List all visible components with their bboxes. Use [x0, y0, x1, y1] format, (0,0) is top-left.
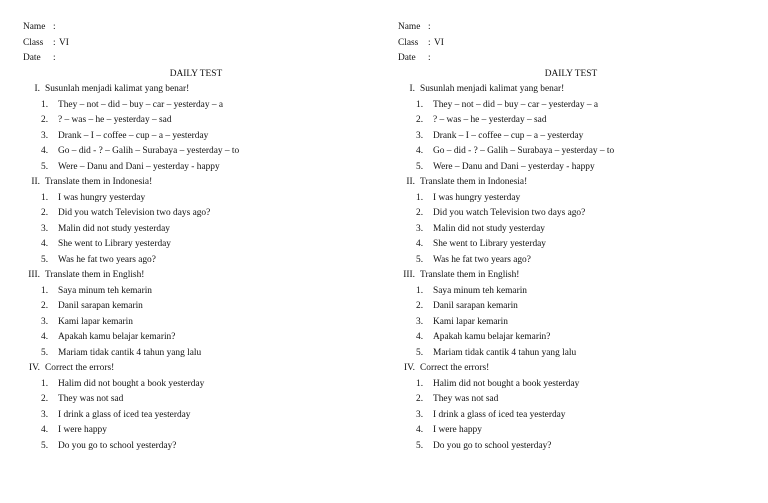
question-text: Do you go to school yesterday? — [433, 440, 552, 451]
question-item — [23, 98, 383, 114]
question-item — [23, 237, 383, 253]
header-separator: : — [428, 37, 431, 48]
question-number: 2. — [41, 208, 49, 218]
sections-list — [23, 82, 383, 454]
header-value: VI — [59, 37, 69, 48]
question-text: Malin did not study yesterday — [58, 223, 170, 234]
question-item — [398, 392, 758, 408]
question-item — [398, 439, 758, 455]
question-text: Malin did not study yesterday — [433, 223, 545, 234]
question-text: Kami lapar kemarin — [58, 316, 133, 327]
section-heading — [398, 361, 758, 377]
question-item — [23, 408, 383, 424]
question-number: 2. — [416, 115, 424, 125]
header-label: Name — [23, 22, 46, 32]
question-item — [398, 98, 758, 114]
question-text: Apakah kamu belajar kemarin? — [58, 332, 176, 342]
question-number: 4. — [416, 146, 424, 156]
question-number: 1. — [41, 99, 49, 110]
question-item — [398, 144, 758, 160]
question-number: 5. — [416, 254, 424, 265]
question-text: ? – was – he – yesterday – sad — [433, 115, 547, 125]
header-label: Date — [23, 53, 41, 63]
header-row-class — [398, 36, 758, 52]
section-heading — [398, 268, 758, 284]
question-text: I drink a glass of iced tea yesterday — [433, 409, 566, 420]
question-number: 1. — [416, 99, 424, 110]
page-title: DAILY TEST — [169, 68, 223, 79]
section-heading — [398, 175, 758, 191]
question-item — [398, 377, 758, 393]
section-instruction: Correct the errors! — [45, 363, 115, 373]
section-heading — [23, 361, 383, 377]
question-item — [23, 113, 383, 129]
question-text: Halim did not bought a book yesterday — [58, 378, 205, 389]
question-item — [23, 299, 383, 315]
question-text: I were happy — [58, 425, 107, 435]
question-item — [398, 222, 758, 238]
question-text: I was hungry yesterday — [58, 192, 146, 203]
question-number: 4. — [416, 332, 424, 342]
question-item — [398, 284, 758, 300]
question-item — [398, 299, 758, 315]
question-text: Did you watch Television two days ago? — [58, 208, 211, 218]
question-number: 5. — [416, 161, 424, 172]
section-number: I. — [34, 84, 40, 94]
question-number: 5. — [41, 440, 49, 451]
question-number: 4. — [41, 332, 49, 342]
question-item — [23, 346, 383, 362]
question-text: Apakah kamu belajar kemarin? — [433, 332, 551, 342]
question-number: 4. — [416, 239, 424, 249]
question-item — [398, 206, 758, 222]
question-number: 1. — [416, 378, 424, 389]
header-label: Class — [23, 37, 44, 48]
question-item — [398, 423, 758, 439]
question-item — [23, 284, 383, 300]
question-number: 2. — [416, 208, 424, 218]
question-text: I was hungry yesterday — [433, 192, 521, 203]
question-item — [23, 129, 383, 145]
question-item — [398, 129, 758, 145]
question-number: 3. — [41, 409, 49, 420]
header-block — [398, 20, 758, 67]
question-item — [23, 222, 383, 238]
question-number: 2. — [416, 301, 424, 311]
question-text: Go – did - ? – Galih – Surabaya – yesterday – to — [433, 146, 615, 156]
section-heading — [23, 175, 383, 191]
question-text: Were – Danu and Dani – yesterday - happy — [58, 161, 220, 172]
question-number: 5. — [416, 347, 424, 358]
question-item — [398, 237, 758, 253]
question-item — [398, 191, 758, 207]
question-number: 4. — [41, 425, 49, 435]
question-text: They – not – did – buy – car – yesterday – a — [58, 99, 224, 110]
question-number: 1. — [416, 192, 424, 203]
header-separator: : — [53, 37, 56, 48]
question-text: Saya minum teh kemarin — [433, 285, 527, 296]
question-text: Were – Danu and Dani – yesterday - happy — [433, 161, 595, 172]
question-item — [398, 408, 758, 424]
question-number: 5. — [41, 254, 49, 265]
worksheet-left — [23, 20, 383, 454]
question-item — [23, 423, 383, 439]
question-number: 2. — [41, 115, 49, 125]
worksheet-right — [398, 20, 758, 454]
question-text: She went to Library yesterday — [58, 239, 171, 249]
question-item — [398, 253, 758, 269]
question-number: 3. — [416, 316, 424, 327]
question-text: I drink a glass of iced tea yesterday — [58, 409, 191, 420]
question-text: They – not – did – buy – car – yesterday – a — [433, 99, 599, 110]
question-number: 3. — [416, 409, 424, 420]
header-block — [23, 20, 383, 67]
question-text: She went to Library yesterday — [433, 239, 546, 249]
header-separator: : — [428, 22, 431, 32]
question-text: Danil sarapan kemarin — [58, 301, 143, 311]
question-item — [398, 346, 758, 362]
section-number: III. — [28, 270, 40, 280]
question-number: 3. — [41, 316, 49, 327]
section-number: IV. — [28, 363, 40, 373]
question-number: 1. — [41, 378, 49, 389]
question-item — [398, 160, 758, 176]
question-text: They was not sad — [58, 394, 124, 404]
section-instruction: Translate them in English! — [420, 270, 520, 280]
question-text: Saya minum teh kemarin — [58, 285, 152, 296]
question-number: 3. — [41, 130, 49, 141]
question-number: 3. — [41, 223, 49, 234]
section-instruction: Translate them in English! — [45, 270, 145, 280]
question-text: Was he fat two years ago? — [433, 254, 531, 265]
question-number: 4. — [416, 425, 424, 435]
header-label: Name — [398, 22, 421, 32]
section-instruction: Susunlah menjadi kalimat yang benar! — [420, 84, 565, 94]
question-text: Go – did - ? – Galih – Surabaya – yesterday – to — [58, 146, 240, 156]
question-text: I were happy — [433, 425, 482, 435]
header-row-date — [23, 51, 383, 67]
question-text: Mariam tidak cantik 4 tahun yang lalu — [433, 347, 577, 358]
question-number: 5. — [416, 440, 424, 451]
question-item — [398, 315, 758, 331]
sections-list — [398, 82, 758, 454]
question-text: Drank – I – coffee – cup – a – yesterday — [58, 130, 209, 141]
section-heading — [398, 82, 758, 98]
section-number: II. — [31, 177, 40, 187]
question-text: Did you watch Television two days ago? — [433, 208, 586, 218]
question-text: Halim did not bought a book yesterday — [433, 378, 580, 389]
question-number: 4. — [41, 239, 49, 249]
question-item — [23, 160, 383, 176]
question-item — [398, 330, 758, 346]
header-row-date — [398, 51, 758, 67]
question-item — [23, 144, 383, 160]
section-instruction: Translate them in Indonesia! — [420, 177, 528, 187]
header-label: Class — [398, 37, 419, 48]
section-instruction: Correct the errors! — [420, 363, 490, 373]
question-number: 5. — [41, 347, 49, 358]
question-text: Drank – I – coffee – cup – a – yesterday — [433, 130, 584, 141]
section-number: IV. — [403, 363, 415, 373]
question-item — [23, 206, 383, 222]
section-number: II. — [406, 177, 415, 187]
section-instruction: Susunlah menjadi kalimat yang benar! — [45, 84, 190, 94]
question-number: 2. — [41, 394, 49, 404]
question-number: 4. — [41, 146, 49, 156]
question-item — [23, 191, 383, 207]
question-number: 3. — [416, 130, 424, 141]
question-item — [23, 392, 383, 408]
section-heading — [23, 268, 383, 284]
header-row-name — [23, 20, 383, 36]
section-number: I. — [409, 84, 415, 94]
section-number: III. — [403, 270, 415, 280]
question-number: 2. — [416, 394, 424, 404]
question-number: 2. — [41, 301, 49, 311]
question-item — [23, 439, 383, 455]
header-row-name — [398, 20, 758, 36]
header-label: Date — [398, 53, 416, 63]
question-text: Mariam tidak cantik 4 tahun yang lalu — [58, 347, 202, 358]
question-text: Kami lapar kemarin — [433, 316, 508, 327]
question-number: 1. — [41, 285, 49, 296]
question-number: 3. — [416, 223, 424, 234]
question-text: They was not sad — [433, 394, 499, 404]
section-instruction: Translate them in Indonesia! — [45, 177, 153, 187]
question-text: Was he fat two years ago? — [58, 254, 156, 265]
question-number: 1. — [41, 192, 49, 203]
question-number: 5. — [41, 161, 49, 172]
question-item — [398, 113, 758, 129]
question-item — [23, 253, 383, 269]
question-item — [23, 377, 383, 393]
header-separator: : — [53, 53, 56, 63]
question-text: ? – was – he – yesterday – sad — [58, 115, 172, 125]
header-separator: : — [53, 22, 56, 32]
question-number: 1. — [416, 285, 424, 296]
question-text: Danil sarapan kemarin — [433, 301, 518, 311]
question-item — [23, 330, 383, 346]
header-value: VI — [434, 37, 444, 48]
header-separator: : — [428, 53, 431, 63]
page-title: DAILY TEST — [544, 68, 598, 79]
header-row-class — [23, 36, 383, 52]
question-text: Do you go to school yesterday? — [58, 440, 177, 451]
section-heading — [23, 82, 383, 98]
question-item — [23, 315, 383, 331]
